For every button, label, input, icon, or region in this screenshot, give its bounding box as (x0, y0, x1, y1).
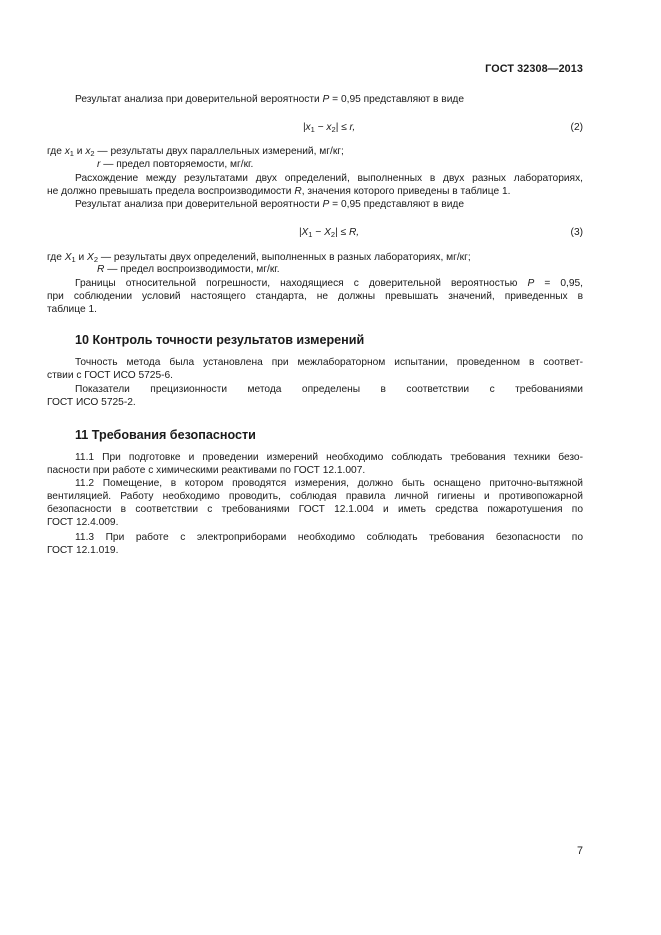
paragraph-discrepancy-line-2: не должно превышать предела воспроизводимости R, значения которого приведены в таблице 1. (47, 186, 511, 197)
section-11-paragraph-2-line-4: ГОСТ 12.4.009. (47, 517, 119, 528)
formula-2 (47, 121, 583, 135)
section-11-paragraph-1-line-1: 11.1 При подготовке и проведении измерений необходимо соблюдать требования техники безо- (75, 452, 583, 463)
section-11-paragraph-2-line-1: 11.2 Помещение, в котором проводятся измерения, должно быть оснащено приточно-вытяжной (75, 478, 583, 489)
formula-3-expression: $|X_1 - X_2| \le R$, (298, 227, 360, 239)
paragraph-error-bounds-line-2: при соблюдении условий настоящего стандарта, не должны превышать значений, приведенных в (47, 291, 583, 302)
section-11-paragraph-2-line-3: безопасности в соответствии с требованиями ГОСТ 12.1.004 и иметь средства пожаротушения по (47, 504, 583, 515)
formula-3-number: (3) (570, 227, 583, 238)
formula-2-expression: $|x_1 - x_2| \le r$, (302, 122, 356, 134)
paragraph-result-reproducibility: Результат анализа при доверительной вероятности P = 0,95 представляют в виде (75, 199, 464, 210)
page-number: 7 (576, 845, 583, 857)
section-10-paragraph-1-line-2: ствии с ГОСТ ИСО 5725-6. (47, 370, 174, 381)
paragraph-result-repeatability: Результат анализа при доверительной вероятности P = 0,95 представляют в виде (75, 94, 464, 105)
section-10-paragraph-1-line-1: Точность метода была установлена при межлабораторном испытании, проведенном в соответ- (75, 357, 583, 368)
section-11-heading: 11 Требования безопасности (75, 428, 256, 442)
section-10-heading: 10 Контроль точности результатов измерений (75, 333, 365, 347)
section-11-paragraph-3-line-2: ГОСТ 12.1.019. (47, 545, 119, 556)
section-11-paragraph-1-line-2: пасности при работе с химическими реактивами по ГОСТ 12.1.007. (47, 465, 366, 476)
paragraph-error-bounds-line-1: Границы относительной погрешности, находящиеся с доверительной вероятностью P = 0,95, (75, 278, 583, 289)
where-clause-3-line-2: R — предел воспроизводимости, мг/кг. (97, 264, 280, 275)
section-11-paragraph-3-line-1: 11.3 При работе с электроприборами необходимо соблюдать требования безопасности по (75, 532, 583, 543)
formula-2-number: (2) (570, 122, 583, 133)
standard-header: ГОСТ 32308—2013 (485, 63, 583, 75)
where-clause-2-line-2: r — предел повторяемости, мг/кг. (97, 159, 254, 170)
formula-3 (47, 226, 583, 240)
paragraph-error-bounds-line-3: таблице 1. (47, 304, 97, 315)
section-11-paragraph-2-line-2: вентиляцией. Работу необходимо проводить, соблюдая правила личной гигиены и противопожарной (47, 491, 583, 502)
section-10-paragraph-2-line-2: ГОСТ ИСО 5725-2. (47, 397, 136, 408)
section-10-paragraph-2-line-1: Показатели прецизионности метода определены в соответствии с требованиями (75, 384, 583, 395)
paragraph-discrepancy-line-1: Расхождение между результатами двух определений, выполненных в двух разных лабораториях, (75, 173, 583, 184)
where-clause-3-line-1: где $X_1$ и $X_2$ — результаты двух определений, выполненных в разных лабораториях, мг/кг; (47, 252, 471, 264)
where-clause-2-line-1: где $x_1$ и $x_2$ — результаты двух параллельных измерений, мг/кг; (47, 146, 344, 158)
